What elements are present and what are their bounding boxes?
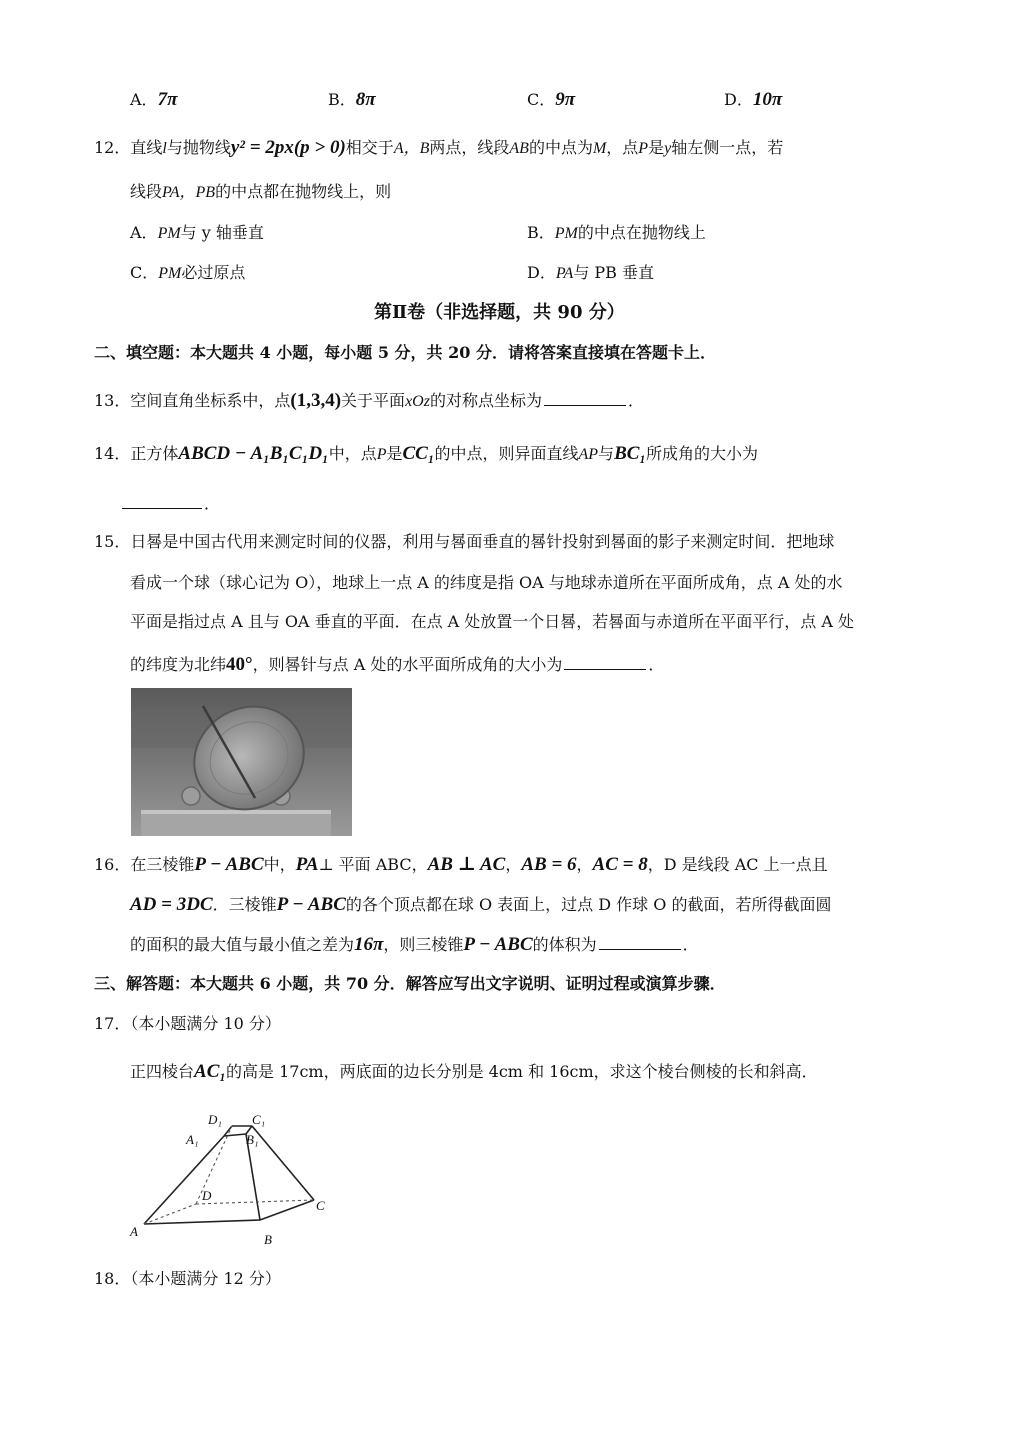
math: P bbox=[638, 140, 649, 157]
answer-blank[interactable] bbox=[544, 404, 626, 406]
q13 bbox=[94, 391, 644, 410]
latitude-value: 40° bbox=[226, 654, 253, 675]
text: 轴左侧一点，若 bbox=[671, 138, 784, 157]
text: 的对称点坐标为 bbox=[429, 391, 542, 410]
parabola-equation: y² = 2px(p > 0) bbox=[230, 137, 346, 158]
text: 日晷是中国古代用来测定时间的仪器，利用与晷面垂直的晷针投射到晷面的影子来测定时间．把地球 bbox=[130, 532, 835, 551]
text: 与 bbox=[598, 444, 615, 463]
text: 的面积的最大值与最小值之差为 bbox=[130, 935, 355, 954]
q12-option-c bbox=[130, 265, 245, 282]
option-letter: D． bbox=[527, 263, 556, 282]
label-d1: D₁ bbox=[208, 1112, 222, 1127]
math: A，B bbox=[393, 140, 430, 157]
math: M bbox=[592, 140, 607, 157]
text: 的高是 17cm，两底面的边长分别是 4cm 和 16cm，求这个棱台侧棱的长和斜高． bbox=[226, 1062, 818, 1081]
question-number: 16． bbox=[94, 855, 131, 874]
text: ．三棱锥 bbox=[212, 895, 277, 914]
math: AB ⊥ AC bbox=[427, 854, 506, 875]
frustum-diagram bbox=[128, 1108, 340, 1252]
option-text: 与 y 轴垂直 bbox=[180, 223, 264, 242]
math: AB = 6 bbox=[521, 854, 577, 875]
option-letter: A． bbox=[130, 90, 158, 109]
text: ． bbox=[204, 494, 221, 513]
text: 的各个顶点都在球 O 表面上，过点 D 作球 O 的截面，若所得截面圆 bbox=[345, 895, 832, 914]
q11-option-c bbox=[527, 90, 575, 109]
math: AC₁ bbox=[194, 1061, 226, 1082]
text: 的中点，则异面直线 bbox=[434, 444, 579, 463]
question-number: 12． bbox=[94, 138, 131, 157]
q18-header bbox=[94, 1271, 281, 1287]
question-number: 14． bbox=[94, 444, 131, 463]
text: 的中点都在抛物线上，则 bbox=[215, 182, 392, 201]
question-number: 18． bbox=[94, 1269, 131, 1288]
math: PM bbox=[158, 265, 182, 282]
option-letter: C． bbox=[130, 263, 159, 282]
text: 与抛物线 bbox=[166, 138, 231, 157]
option-text: 的中点在抛物线上 bbox=[577, 223, 706, 242]
text: 的中点为 bbox=[528, 138, 593, 157]
option-letter: A． bbox=[130, 223, 158, 242]
sundial-photo bbox=[131, 688, 352, 836]
text: 正四棱台 bbox=[130, 1062, 195, 1081]
cube-name: ABCD − A₁B₁C₁D₁ bbox=[178, 443, 329, 464]
option-value: 10π bbox=[752, 89, 783, 110]
label-d: D bbox=[202, 1188, 212, 1203]
text: 正方体 bbox=[130, 444, 179, 463]
section3-heading: 三、解答题：本大题共 6 小题，共 70 分．解答应写出文字说明、证明过程或演算步骤． bbox=[94, 974, 726, 993]
option-letter: B． bbox=[328, 90, 356, 109]
math: CC₁ bbox=[402, 443, 435, 464]
text: 是 bbox=[386, 444, 403, 463]
q12-option-b bbox=[527, 225, 706, 242]
math: P − ABC bbox=[463, 934, 533, 955]
math: P − ABC bbox=[194, 854, 264, 875]
math: PA bbox=[295, 854, 319, 875]
text: ． bbox=[648, 655, 665, 674]
text: ，D 是线段 AC 上一点且 bbox=[647, 855, 828, 874]
text: ． bbox=[627, 391, 644, 410]
text: 所成角的大小为 bbox=[646, 444, 759, 463]
math: BC₁ bbox=[614, 443, 647, 464]
q16-line2 bbox=[130, 895, 831, 914]
math: AB bbox=[509, 140, 529, 157]
answer-blank[interactable] bbox=[122, 507, 202, 509]
text: 关于平面 bbox=[341, 391, 406, 410]
q16-line1 bbox=[94, 855, 828, 874]
q15-line2: 看成一个球（球心记为 O），地球上一点 A 的纬度是指 OA 与地球赤道所在平面所成角，点 A 处的水 bbox=[130, 573, 843, 592]
math: l bbox=[162, 140, 167, 157]
label-b: B bbox=[264, 1232, 272, 1247]
option-value: 8π bbox=[355, 89, 376, 110]
q14-answer-line bbox=[120, 496, 220, 512]
math: AP bbox=[578, 446, 599, 463]
text: ，点 bbox=[606, 138, 639, 157]
text: 相交于 bbox=[345, 138, 394, 157]
math: y bbox=[664, 140, 672, 157]
q15-line1 bbox=[94, 534, 834, 550]
label-c1: C₁ bbox=[252, 1112, 266, 1127]
text: ， bbox=[576, 855, 593, 874]
math: xOz bbox=[405, 393, 430, 410]
answer-blank[interactable] bbox=[564, 668, 646, 670]
text: ，则晷针与点 A 处的水平面所成角的大小为 bbox=[252, 655, 563, 674]
math: PA bbox=[555, 265, 574, 282]
option-text: 与 PB 垂直 bbox=[573, 263, 655, 282]
section2-heading: 二、填空题：本大题共 4 小题，每小题 5 分，共 20 分．请将答案直接填在答题卡上． bbox=[94, 343, 716, 362]
math: 16π bbox=[354, 934, 384, 955]
q12-line2 bbox=[130, 184, 391, 201]
q14 bbox=[94, 444, 758, 463]
math: P − ABC bbox=[276, 894, 346, 915]
q11-option-b bbox=[328, 90, 376, 109]
text: 的体积为 bbox=[532, 935, 597, 954]
option-value: 9π bbox=[555, 89, 576, 110]
q11-option-a bbox=[130, 90, 177, 109]
part2-title: 第Ⅱ卷（非选择题，共 90 分） bbox=[374, 302, 625, 323]
text: ， bbox=[505, 855, 522, 874]
q15-line4 bbox=[130, 655, 664, 674]
score-note: （本小题满分 10 分） bbox=[130, 1014, 281, 1033]
text: ． bbox=[682, 935, 699, 954]
label-c: C bbox=[316, 1198, 325, 1213]
option-text: 必过原点 bbox=[181, 263, 246, 282]
math: PM bbox=[157, 225, 181, 242]
q17-body bbox=[130, 1062, 818, 1081]
text: 空间直角坐标系中，点 bbox=[130, 391, 291, 410]
math: P bbox=[376, 446, 387, 463]
q12-line1 bbox=[94, 138, 783, 157]
math: AD = 3DC bbox=[130, 894, 213, 915]
text: 线段 bbox=[130, 182, 163, 201]
text: 直线 bbox=[130, 138, 163, 157]
option-letter: B． bbox=[527, 223, 555, 242]
question-number: 13． bbox=[94, 391, 131, 410]
text: 中， bbox=[263, 855, 296, 874]
question-number: 17． bbox=[94, 1014, 131, 1033]
math: PM bbox=[554, 225, 578, 242]
math: AC = 8 bbox=[592, 854, 648, 875]
option-letter: C． bbox=[527, 90, 556, 109]
point-coords: (1,3,4) bbox=[290, 390, 342, 411]
text: 中，点 bbox=[328, 444, 377, 463]
text: 在三棱锥 bbox=[130, 855, 195, 874]
score-note: （本小题满分 12 分） bbox=[130, 1269, 281, 1288]
q11-option-d bbox=[724, 90, 782, 109]
math: PA，PB bbox=[162, 184, 216, 201]
answer-blank[interactable] bbox=[599, 948, 681, 950]
q15-line3: 平面是指过点 A 且与 OA 垂直的平面．在点 A 处放置一个日晷，若晷面与赤道所在平面平行，点 A 处 bbox=[130, 612, 855, 631]
q12-option-d bbox=[527, 265, 654, 282]
q12-option-a bbox=[130, 225, 264, 242]
q17-header bbox=[94, 1016, 281, 1032]
q16-line3 bbox=[130, 935, 699, 954]
option-letter: D． bbox=[724, 90, 753, 109]
text: ⊥ 平面 ABC， bbox=[318, 855, 428, 874]
label-a1: A₁ bbox=[186, 1132, 199, 1147]
text: ，则三棱锥 bbox=[383, 935, 464, 954]
option-value: 7π bbox=[157, 89, 178, 110]
label-a: A bbox=[130, 1224, 138, 1239]
text: 是 bbox=[648, 138, 665, 157]
question-number: 15． bbox=[94, 532, 131, 551]
label-b1: B₁ bbox=[246, 1132, 259, 1147]
text: 的纬度为北纬 bbox=[130, 655, 227, 674]
text: 两点，线段 bbox=[429, 138, 510, 157]
